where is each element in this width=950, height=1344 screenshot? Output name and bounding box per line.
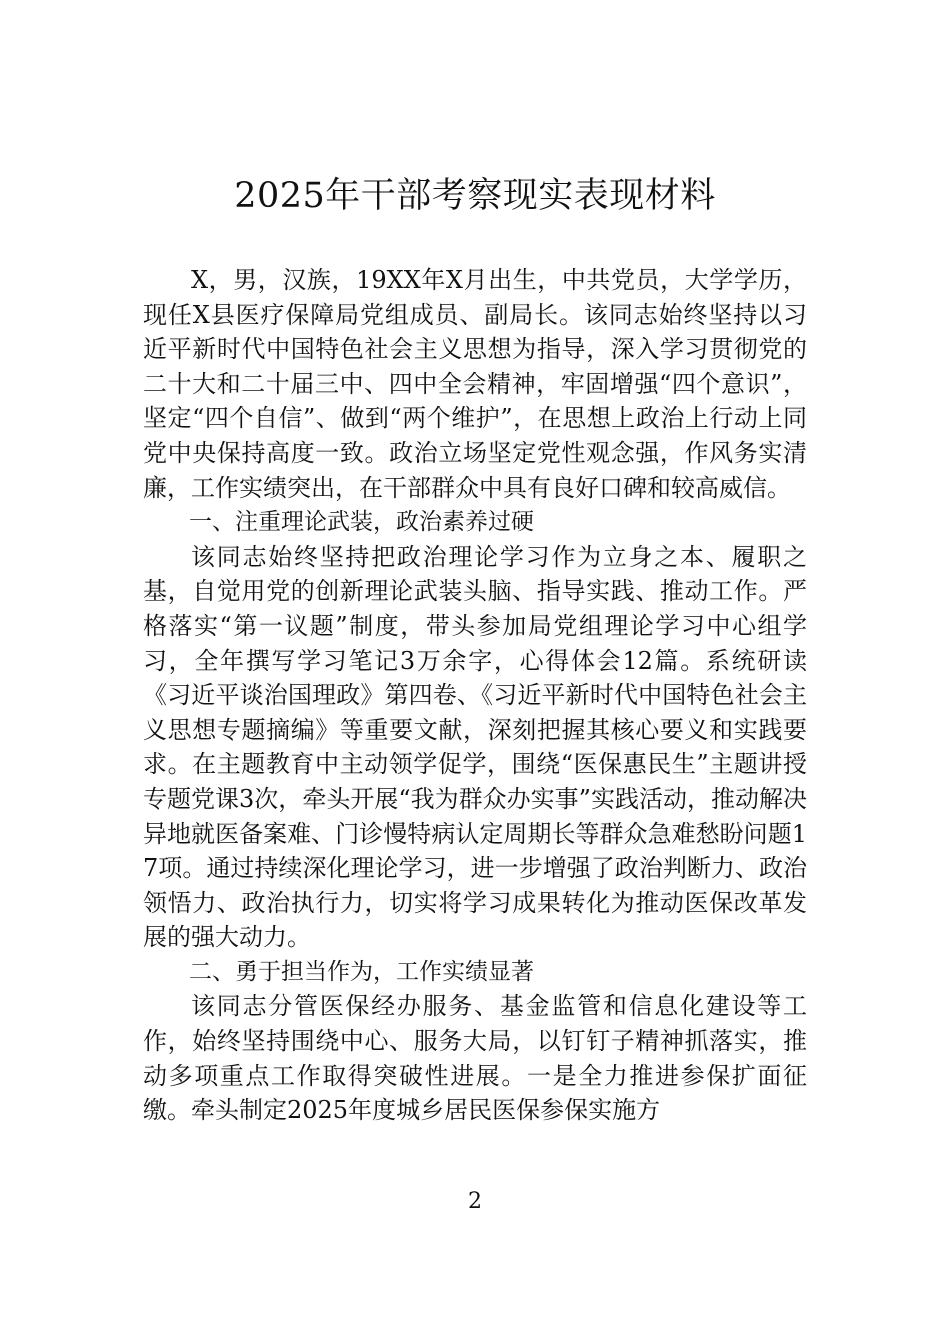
- document-body: [143, 263, 807, 1128]
- section-1-paragraph: 该同志始终坚持把政治理论学习作为立身之本、履职之基，自觉用党的创新理论武装头脑、指导实践、推动工作。严格落实“第一议题”制度，带头参加局党组理论学习中心组学习，全年撰写学习笔记3万余字，心得体会12篇。系统研读《习近平谈治国理政》第四卷、《习近平新时代中国特色社会主义思想专题摘编》等重要文献，深刻把握其核心要义和实践要求。在主题教育中主动领学促学，围绕“医保惠民生”主题讲授专题党课3次，牵头开展“我为群众办实事”实践活动，推动解决异地就医备案难、门诊慢特病认定周期长等群众急难愁盼问题17项。通过持续深化理论学习，进一步增强了政治判断力、政治领悟力、政治执行力，切实将学习成果转化为推动医保改革发展的强大动力。: [143, 542, 807, 952]
- intro-paragraph: X，男，汉族，19XX年X月出生，中共党员，大学学历，现任X县医疗保障局党组成员、副局长。该同志始终坚持以习近平新时代中国特色社会主义思想为指导，深入学习贯彻党的二十大和二十届三中、四中全会精神，牢固增强“四个意识”，坚定“四个自信”、做到“两个维护”，在思想上政治上行动上同党中央保持高度一致。政治立场坚定党性观念强，作风务实清廉，工作实绩突出，在干部群众中具有良好口碑和较高威信。: [143, 266, 807, 502]
- section-2-heading: 二、勇于担当作为，工作实绩显著: [189, 958, 534, 985]
- section-1-heading: 一、注重理论武装，政治素养过硬: [189, 509, 534, 536]
- section-2-paragraph: 该同志分管医保经办服务、基金监管和信息化建设等工作，始终坚持围绕中心、服务大局，以钉钉子精神抓落实，推动多项重点工作取得突破性进展。一是全力推进参保扩面征缴。牵头制定2025年度城乡居民医保参保实施方: [143, 992, 807, 1125]
- document-title: 2025年干部考察现实表现材料: [234, 176, 716, 216]
- page-number: 2: [468, 1189, 482, 1214]
